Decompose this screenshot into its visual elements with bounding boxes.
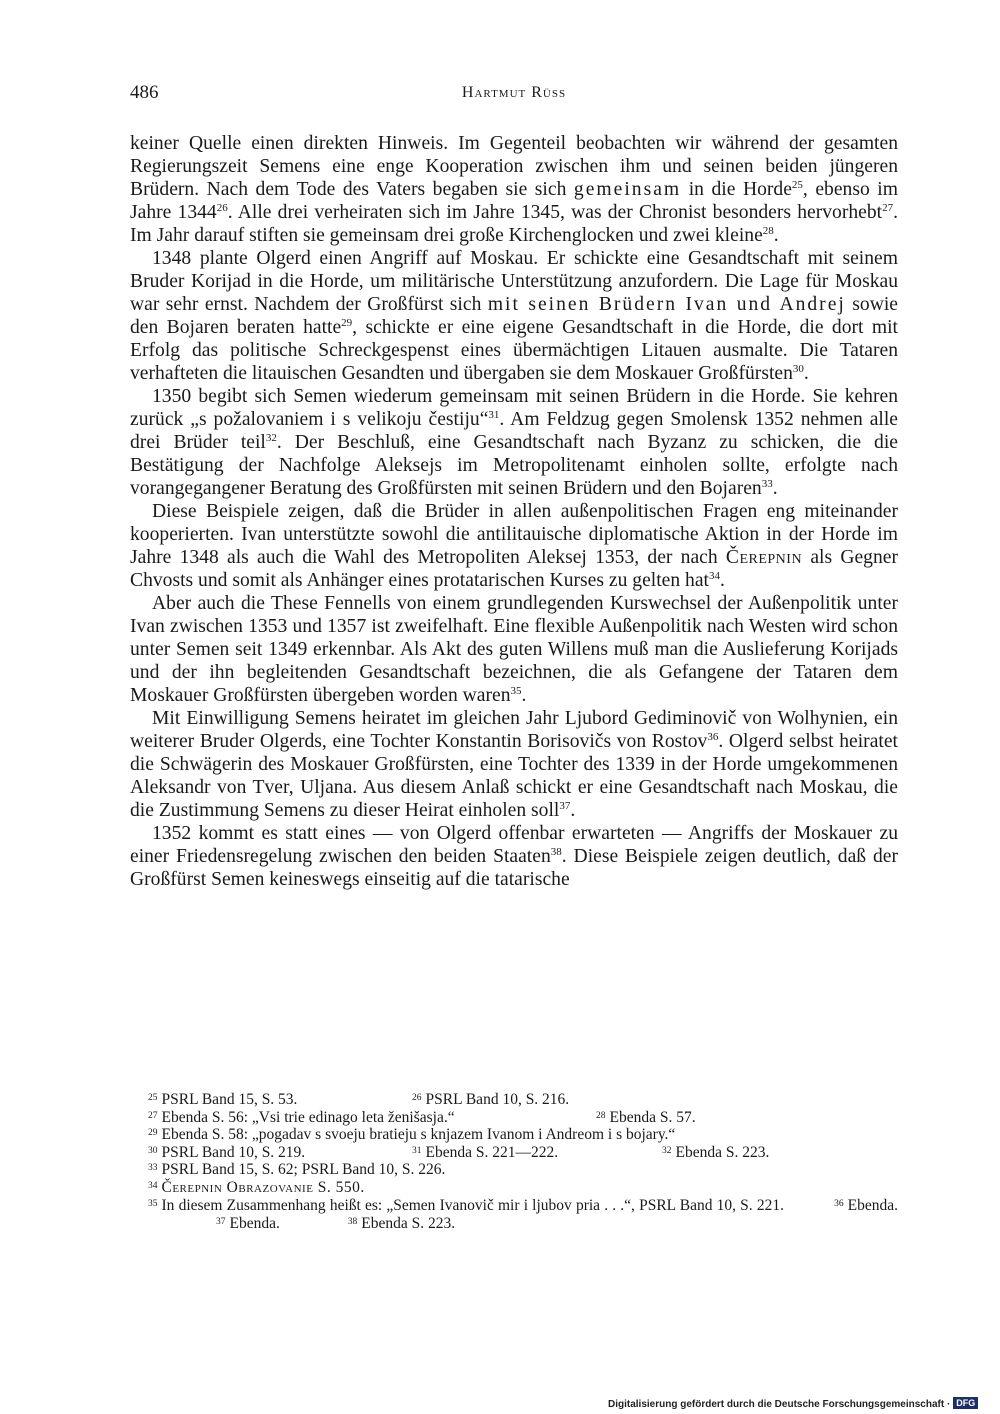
footnote: $^{32}$ Ebenda S. 223.	[662, 1143, 770, 1161]
footnote: $^{29}$ Ebenda S. 58: „pogadav s svoeju bratieju s knjazem Ivanom i Andreom i s bojary.“	[148, 1126, 676, 1144]
paragraph	[130, 385, 898, 500]
text-run: . Der Beschluß, eine Gesandtschaft nach Byzanz zu schicken, die die Bestätigung der Nachfolge Alekseјs im Metropolitenamt einholen sollte, erfolgte nach vorangegangener Beratung des Großfürsten mit seinen Brüdern und den Bojaren	[130, 432, 898, 499]
text-run: .	[803, 363, 809, 384]
footnote: $^{31}$ Ebenda S. 221—222.	[412, 1143, 559, 1161]
text-run: . Am Feldzug gegen Smolensk 1352 nehmen alle drei Brüder teil	[130, 409, 898, 453]
footnote: $^{36}$ Ebenda.	[834, 1196, 898, 1214]
footnote: $^{28}$ Ebenda S. 57.	[596, 1108, 696, 1126]
page-number: 486	[130, 82, 159, 103]
text-run: .	[719, 570, 725, 591]
footnote: $^{37}$ Ebenda.	[216, 1215, 280, 1233]
text-run: .	[570, 800, 576, 821]
page-header	[130, 82, 898, 112]
footnote-ref: 35	[510, 685, 522, 697]
credit-text: Digitalisierung gefördert durch die Deutsche Forschungsgemeinschaft ·	[608, 1399, 951, 1410]
text-run: .	[773, 225, 779, 246]
footnote-row	[130, 1125, 898, 1143]
text-run: . Olgerd selbst heiratet die Schwägerin des Moskauer Großfürsten, eine Tochter des 1339 in der Horde umgekommenen Aleksandr von Tver, Uljana. Aus diesem Anlaß schickt er eine Gesandtschaft nach Moskau, die die Zustimmung Semens zu dieser Heirat einholen soll	[130, 731, 898, 821]
footnote-row	[130, 1108, 898, 1126]
text-run: keiner Quelle einen direkten Hinweis. Im Gegenteil beobachten wir während der gesamten Regierungszeit Semens eine enge Kooperation zwischen ihm und seinen beiden jüngeren Brüdern. Nach dem Tode des Vaters begaben sie sich	[130, 133, 898, 200]
footnote: $^{27}$ Ebenda S. 56: „Vsi trie edinago leta ženišasja.“	[148, 1108, 455, 1126]
footnote-ref: 28	[762, 225, 774, 237]
paragraph	[130, 822, 898, 891]
running-head: Hartmut Rüss	[461, 84, 567, 101]
footnote-ref: 29	[341, 317, 353, 329]
text-run: 1352 kommt es statt eines — von Olgerd offenbar erwarteten — Angriffs der Moskauer zu einer Friedensregelung zwischen den beiden Staaten	[130, 823, 898, 867]
footnote: $^{26}$ PSRL Band 10, S. 216.	[412, 1091, 570, 1108]
paragraph	[130, 247, 898, 385]
footnotes	[130, 1090, 898, 1233]
paragraph	[130, 500, 898, 592]
text-run: , schickte er eine eigene Gesandtschaft in die Horde, die dort mit Erfolg das politische Schreckgespenst eines übermächtigen Litauen ausmalte. Die Tataren verhafteten die litauischen Gesandten und übergaben sie dem Moskauer Großfürsten	[130, 317, 898, 384]
footnote-ref: 38	[550, 846, 562, 858]
footnote-row	[130, 1143, 898, 1161]
paragraph	[130, 132, 898, 247]
text-run: in die Horde	[681, 179, 792, 200]
text-run: Diese Beispiele zeigen, daß die Brüder in allen außenpolitischen Fragen eng miteinander kooperierten. Ivan unterstützte sowohl die antilitauische diplomatische Aktion in der Horde im Jahre 1348 als auch die Wahl des Metropoliten Aleksej 1353, der nach	[130, 501, 898, 568]
text-run: , ebenso im Jahre 1344	[130, 179, 898, 223]
text-run: . Alle drei verheiraten sich im Jahre 1345, was der Chronist besonders hervorhebt	[227, 202, 883, 223]
footnote-row	[130, 1178, 898, 1196]
footnote-ref: 33	[761, 478, 773, 490]
footnote-row	[130, 1090, 898, 1108]
footnote: $^{38}$ Ebenda S. 223.	[347, 1215, 456, 1233]
footnote-ref: 37	[559, 800, 571, 812]
text-run: Aber auch die These Fennells von einem grundlegenden Kurswechsel der Außenpolitik unter Ivan zwischen 1353 und 1357 ist zweifelhaft. Eine flexible Außenpolitik nach Westen wird schon unter Semen seit 1349 erkennbar. Als Akt des guten Willens muß man die Auslieferung Korijads und der ihn begleitenden Gesandtschaft bezeichnen, die als Gefangene der Tataren dem Moskauer Großfürsten übergeben worden waren	[130, 593, 898, 706]
paragraph	[130, 592, 898, 707]
footnote: $^{25}$ PSRL Band 15, S. 53.	[148, 1091, 298, 1108]
footnote: $^{34}$ Čerepnin Obrazovanie S. 550.	[148, 1178, 365, 1196]
text-run: 1348 plante Olgerd einen Angriff auf Moskau. Er schickte eine Gesandtschaft mit seinem Bruder Korijad in die Horde, um militärische Unterstützung anzufordern. Die Lage für Moskau war sehr ernst. Nachdem der Großfürst sich	[130, 248, 898, 315]
footnote: $^{30}$ PSRL Band 10, S. 219.	[148, 1143, 306, 1161]
text-run: Čerepnin	[725, 547, 803, 568]
footnote-ref: 31	[488, 409, 500, 421]
text-run: mit seinen Brüdern Ivan und Andrej	[487, 294, 846, 315]
footnote-ref: 34	[708, 570, 720, 582]
footnote-row	[130, 1160, 898, 1178]
dfg-logo: DFG	[953, 1397, 978, 1409]
footnote-ref: 30	[792, 363, 804, 375]
text-run: . Im Jahr darauf stiften sie gemeinsam drei große Kirchenglocken und zwei kleine	[130, 202, 898, 246]
footnote-row	[130, 1196, 898, 1233]
footnote-ref: 32	[265, 432, 277, 444]
footnote-ref: 25	[791, 179, 803, 191]
text-run: .	[521, 685, 527, 706]
digitization-credit	[608, 1397, 978, 1410]
footnote-ref: 26	[216, 202, 228, 214]
text-run: als Gegner Chvosts und somit als Anhänger eines protatarischen Kurses zu gelten hat	[130, 547, 898, 591]
footnote: $^{33}$ PSRL Band 15, S. 62; PSRL Band 10, S. 226.	[148, 1161, 446, 1179]
text-run: .	[772, 478, 778, 499]
text-run: . Diese Beispiele zeigen deutlich, daß der Großfürst Semen keineswegs einseitig auf die tatarische	[130, 846, 898, 890]
footnote-ref: 36	[707, 731, 719, 743]
text-run: gemeinsam	[573, 179, 682, 200]
body-text	[130, 132, 898, 891]
paragraph	[130, 707, 898, 822]
text-run: 1350 begibt sich Semen wiederum gemeinsam mit seinen Brüdern in die Horde. Sie kehren zurück „s požalovaniem i s velikoju čestiju“	[130, 386, 898, 430]
text-run: Mit Einwilligung Semens heiratet im gleichen Jahr Ljubord Gediminovič von Wolhynien, ein weiterer Bruder Olgerds, eine Tochter Konstantin Borisovičs von Rostov	[130, 708, 898, 752]
text-run: sowie den Bojaren beraten hatte	[130, 294, 898, 338]
footnote-ref: 27	[882, 202, 894, 214]
footnote: $^{35}$ In diesem Zusammenhang heißt es: „Semen Ivanovič mir i ljubov pria . . .“, PSRL Band 10, S. 221.	[148, 1196, 784, 1214]
